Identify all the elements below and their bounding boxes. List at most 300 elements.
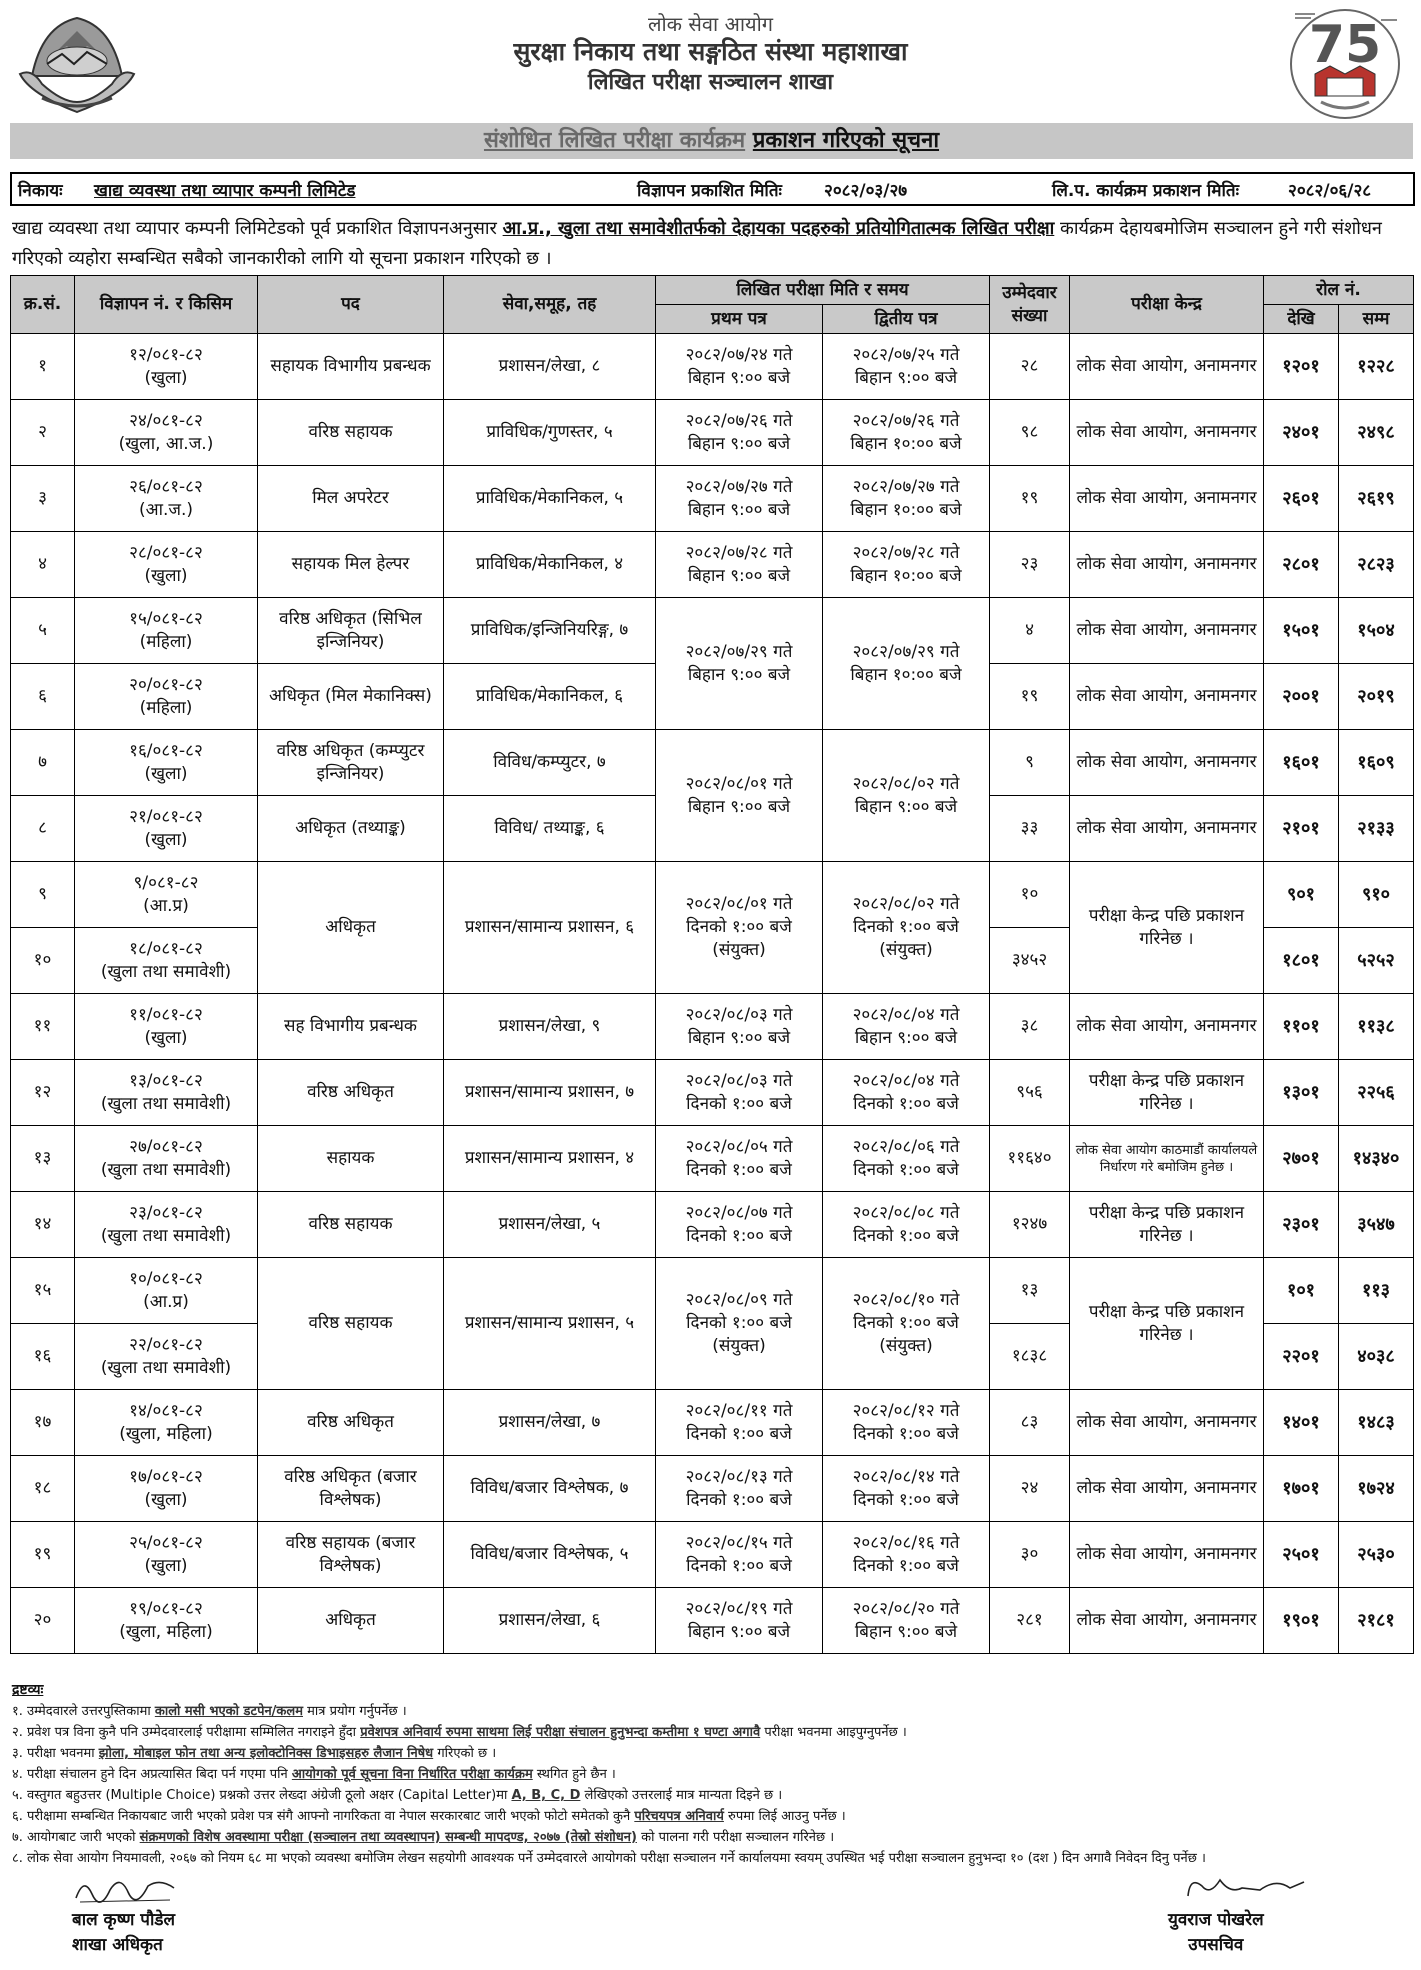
- centre-cell: [1070, 1588, 1264, 1654]
- roll-to-cell-line: १४८३: [1357, 1412, 1395, 1433]
- adv-cell-line: (खुला): [144, 1489, 188, 1510]
- adv-cell-line: ९/०८१-८२: [133, 872, 199, 893]
- service-cell-line: विविध/बजार विश्लेषक, ५: [470, 1544, 629, 1564]
- note-3: ३. परीक्षा भवनमा झोला, मोबाइल फोन तथा अन्य इलोक्टोनिक्स डिभाइसहरु लैजान निषेध गरिएको छ ।: [12, 1746, 497, 1761]
- adv-cell-line: २६/०८१-८२: [129, 476, 203, 497]
- centre-cell: [1070, 994, 1264, 1060]
- roll-to-cell: [1339, 1324, 1414, 1390]
- table-row: [11, 1522, 1414, 1588]
- sn-cell: [11, 1456, 75, 1522]
- sn-cell-line: १७: [33, 1412, 52, 1432]
- paper1-cell: [656, 862, 823, 994]
- sn-cell-line: १६: [33, 1346, 52, 1366]
- centre-cell-line: लोक सेवा आयोग, अनामनगर: [1076, 1610, 1257, 1630]
- paper2-cell-line: बिहान ९:०० बजे: [854, 1621, 958, 1642]
- centre-cell-line: लोक सेवा आयोग, अनामनगर: [1076, 1478, 1257, 1498]
- right-title: उपसचिव: [1188, 1935, 1244, 1955]
- adv-cell-line: (खुला तथा समावेशी): [100, 1159, 232, 1180]
- roll-to-cell-line: १२२८: [1357, 356, 1395, 377]
- count-cell: [990, 862, 1070, 928]
- table-row: [11, 994, 1414, 1060]
- count-cell: [990, 796, 1070, 862]
- sn-cell: [11, 1588, 75, 1654]
- adv-cell-line: १८/०८१-८२: [129, 938, 203, 959]
- post-cell-line: मिल अपरेटर: [312, 488, 389, 508]
- prog-date-label: लि.प. कार्यक्रम प्रकाशन मितिः: [1052, 181, 1240, 201]
- sn-cell-line: १०: [33, 950, 52, 970]
- post-cell: [258, 1588, 444, 1654]
- sn-cell: [11, 466, 75, 532]
- count-cell: [990, 664, 1070, 730]
- adv-cell: [75, 862, 258, 928]
- adv-cell-line: (खुला, महिला): [119, 1423, 213, 1444]
- paper1-cell: [656, 598, 823, 730]
- count-cell-line: ८३: [1020, 1412, 1039, 1432]
- paper2-cell-line: २०८२/०८/०६ गते: [852, 1136, 960, 1157]
- count-cell: [990, 1390, 1070, 1456]
- adv-date-label: विज्ञापन प्रकाशित मितिः: [637, 181, 782, 201]
- count-cell-line: ३०: [1020, 1544, 1039, 1564]
- info-row: [10, 172, 1415, 206]
- roll-to-cell: [1339, 1258, 1414, 1324]
- service-cell-line: विविध/ तथ्याङ्क, ६: [494, 818, 605, 838]
- adv-cell: [75, 1126, 258, 1192]
- paper2-cell: [823, 1390, 990, 1456]
- intro-bold: आ.प्र., खुला तथा समावेशीतर्फको देहायका पदहरुको प्रतियोगितात्मक लिखित परीक्षा: [502, 218, 1055, 239]
- centre-cell: [1070, 664, 1264, 730]
- post-cell-line: वरिष्ठ अधिकृत (कम्प्युटर इन्जिनियर): [276, 740, 425, 784]
- count-cell: [990, 1192, 1070, 1258]
- adv-cell-line: (खुला): [144, 1555, 188, 1576]
- adv-cell-line: २४/०८१-८२: [129, 410, 203, 431]
- exam-schedule-table: [10, 275, 1414, 1654]
- adv-cell-line: (खुला): [144, 565, 188, 586]
- centre-cell: [1070, 1192, 1264, 1258]
- sn-cell-line: १: [38, 356, 47, 376]
- service-cell: [444, 730, 656, 796]
- roll-from-cell-line: १९०१: [1282, 1610, 1320, 1631]
- header-service: सेवा,समूह, तह: [444, 276, 656, 334]
- paper1-cell-line: २०८२/०८/०७ गते: [685, 1202, 793, 1223]
- header-row: [11, 276, 1414, 305]
- paper2-cell: [823, 1258, 990, 1390]
- sn-cell: [11, 928, 75, 994]
- paper1-cell-line: बिहान ९:०० बजे: [687, 1027, 791, 1048]
- paper2-cell-line: २०८२/०८/०२ गते: [852, 773, 960, 794]
- post-cell: [258, 1456, 444, 1522]
- centre-cell: [1070, 1258, 1264, 1390]
- sn-cell-line: ३: [38, 488, 47, 508]
- adv-cell: [75, 1324, 258, 1390]
- adv-cell-line: (खुला, आ.ज.): [118, 433, 214, 454]
- roll-from-cell: [1264, 1192, 1339, 1258]
- paper1-cell-line: २०८२/०७/२६ गते: [685, 410, 793, 431]
- roll-from-cell: [1264, 532, 1339, 598]
- paper2-cell-line: २०८२/०७/२७ गते: [852, 476, 960, 497]
- count-cell-line: १३: [1020, 1280, 1039, 1300]
- paper2-cell-line: २०८२/०८/१४ गते: [852, 1466, 960, 1487]
- sn-cell-line: २: [38, 422, 47, 442]
- count-cell: [990, 928, 1070, 994]
- centre-cell-line: परीक्षा केन्द्र पछि प्रकाशन गरिनेछ ।: [1088, 1202, 1245, 1246]
- post-cell-line: वरिष्ठ सहायक: [308, 1313, 393, 1333]
- prog-date-value: २०८२/०६/२८: [1288, 181, 1372, 201]
- paper2-cell-line: (संयुक्त): [879, 940, 933, 960]
- service-cell: [444, 796, 656, 862]
- paper1-cell-line: दिनको १:०० बजे: [686, 1159, 792, 1180]
- sn-cell: [11, 1192, 75, 1258]
- count-cell-line: १९: [1020, 488, 1039, 508]
- roll-from-cell: [1264, 1126, 1339, 1192]
- paper2-cell: [823, 466, 990, 532]
- centre-cell-line: लोक सेवा आयोग, अनामनगर: [1076, 554, 1257, 574]
- roll-to-cell-line: १४३४०: [1352, 1148, 1400, 1169]
- adv-cell-line: (खुला): [144, 763, 188, 784]
- roll-to-cell-line: १७२४: [1357, 1478, 1395, 1499]
- centre-cell: [1070, 400, 1264, 466]
- centre-cell-line: लोक सेवा आयोग, अनामनगर: [1076, 488, 1257, 508]
- paper2-cell: [823, 1126, 990, 1192]
- adv-cell: [75, 532, 258, 598]
- service-cell: [444, 664, 656, 730]
- post-cell: [258, 400, 444, 466]
- roll-to-cell-line: २४९८: [1357, 422, 1395, 443]
- header-line1: लोक सेवा आयोग: [647, 12, 774, 36]
- count-cell-line: १२४७: [1011, 1214, 1048, 1234]
- sn-cell-line: ८: [38, 818, 47, 838]
- roll-from-cell: [1264, 1456, 1339, 1522]
- adv-cell: [75, 1456, 258, 1522]
- paper1-cell: [656, 1060, 823, 1126]
- paper1-cell: [656, 1390, 823, 1456]
- roll-to-cell-line: २२५६: [1357, 1082, 1395, 1103]
- service-cell: [444, 994, 656, 1060]
- paper1-cell-line: २०८२/०७/२७ गते: [685, 476, 793, 497]
- count-cell: [990, 1522, 1070, 1588]
- count-cell-line: २८१: [1016, 1610, 1043, 1630]
- roll-from-cell-line: २७०१: [1282, 1148, 1320, 1169]
- service-cell: [444, 1588, 656, 1654]
- roll-to-cell-line: ११३८: [1357, 1016, 1395, 1037]
- count-cell-line: ४: [1025, 620, 1034, 640]
- adv-cell-line: (खुला तथा समावेशी): [100, 1093, 232, 1114]
- adv-cell-line: (खुला तथा समावेशी): [100, 961, 232, 982]
- post-cell: [258, 1390, 444, 1456]
- paper1-cell-line: दिनको १:०० बजे: [686, 917, 792, 937]
- centre-cell: [1070, 1060, 1264, 1126]
- roll-from-cell-line: १७०१: [1282, 1478, 1320, 1499]
- count-cell: [990, 1126, 1070, 1192]
- note-2: २. प्रवेश पत्र विना कुनै पनि उम्मेदवारलाई परीक्षामा सम्मिलित नगराइने हुँदा प्रवेशपत्र अनिवार्य रुपमा साथमा लिई परीक्षा संचालन हुनुभन्दा कम्तीमा १ घण्टा अगावै परीक्षा भवनमा आइपुग्नुपर्नेछ ।: [12, 1725, 907, 1740]
- header-centre: परीक्षा केन्द्र: [1070, 276, 1264, 334]
- centre-cell-line: परीक्षा केन्द्र पछि प्रकाशन गरिनेछ ।: [1088, 1070, 1245, 1114]
- adv-cell-line: (खुला तथा समावेशी): [100, 1357, 232, 1378]
- roll-from-cell: [1264, 796, 1339, 862]
- table-row: [11, 1060, 1414, 1126]
- sn-cell-line: १५: [33, 1280, 52, 1300]
- org-value: खाद्य व्यवस्था तथा व्यापार कम्पनी लिमिटेड: [94, 181, 356, 201]
- roll-to-cell: [1339, 1456, 1414, 1522]
- count-cell-line: १०: [1020, 884, 1039, 904]
- service-cell: [444, 532, 656, 598]
- roll-from-cell: [1264, 598, 1339, 664]
- paper1-cell-line: दिनको १:०० बजे: [686, 1093, 792, 1114]
- table-row: [11, 1126, 1414, 1192]
- sn-cell-line: ४: [38, 554, 47, 574]
- centre-cell-line: लोक सेवा आयोग, अनामनगर: [1076, 356, 1257, 376]
- adv-cell: [75, 598, 258, 664]
- notes-title: द्रष्टव्यः: [12, 1682, 44, 1698]
- roll-to-cell: [1339, 730, 1414, 796]
- roll-from-cell-line: २००१: [1282, 686, 1320, 707]
- post-cell-line: सहायक: [326, 1148, 375, 1168]
- header-roll-from: देखि: [1264, 305, 1339, 334]
- right-name: युवराज पोखरेल: [1168, 1910, 1264, 1930]
- adv-cell-line: २५/०८१-८२: [129, 1532, 203, 1553]
- centre-cell-line: लोक सेवा आयोग, अनामनगर: [1076, 686, 1257, 706]
- paper2-cell-line: बिहान १०:०० बजे: [850, 565, 962, 586]
- count-cell-line: ३३: [1020, 818, 1039, 838]
- note-6: ६. परीक्षामा सम्बन्धित निकायबाट जारी भएको प्रवेश पत्र संगै आफ्नो नागरिकता वा नेपाल सरकारबाट जारी भएको फोटो समेतको कुनै परिचयपत्र अनिवार्य रुपमा लिई आउनु पर्नेछ ।: [12, 1809, 846, 1824]
- count-cell-line: ९५६: [1016, 1082, 1043, 1102]
- service-cell: [444, 334, 656, 400]
- paper1-cell-line: २०८२/०७/२४ गते: [685, 344, 793, 365]
- post-cell: [258, 1192, 444, 1258]
- adv-cell: [75, 1060, 258, 1126]
- post-cell: [258, 1258, 444, 1390]
- paper2-cell: [823, 1456, 990, 1522]
- adv-cell-line: २१/०८१-८२: [129, 806, 203, 827]
- post-cell-line: वरिष्ठ सहायक: [308, 422, 393, 442]
- roll-from-cell-line: १८०१: [1282, 950, 1320, 971]
- adv-cell-line: १४/०८१-८२: [129, 1400, 203, 1421]
- roll-to-cell: [1339, 1588, 1414, 1654]
- roll-from-cell: [1264, 862, 1339, 928]
- service-cell: [444, 1258, 656, 1390]
- header-roll-to: सम्म: [1339, 305, 1414, 334]
- note-4: ४. परीक्षा संचालन हुने दिन अप्रत्यासित बिदा पर्न गएमा पनि आयोगको पूर्व सूचना विना निर्धारित परीक्षा कार्यक्रम स्थगित हुने छैन ।: [12, 1767, 616, 1782]
- adv-cell: [75, 466, 258, 532]
- centre-cell: [1070, 1126, 1264, 1192]
- adv-cell-line: २७/०८१-८२: [129, 1136, 203, 1157]
- paper1-cell-line: २०८२/०८/१९ गते: [685, 1598, 793, 1619]
- note-1: १. उम्मेदवारले उत्तरपुस्तिकामा कालो मसी भएको डटपेन/कलम मात्र प्रयोग गर्नुपर्नेछ ।: [12, 1704, 407, 1719]
- paper2-cell: [823, 400, 990, 466]
- sn-cell: [11, 334, 75, 400]
- paper1-cell: [656, 334, 823, 400]
- roll-to-cell: [1339, 1390, 1414, 1456]
- sn-cell-line: १२: [33, 1082, 52, 1102]
- service-cell: [444, 1522, 656, 1588]
- notes-section: [12, 1680, 1412, 1869]
- notice-banner: [10, 123, 1413, 159]
- service-cell-line: प्रशासन/लेखा, ९: [498, 1016, 601, 1036]
- roll-to-cell: [1339, 400, 1414, 466]
- count-cell-line: १९: [1020, 686, 1039, 706]
- roll-from-cell-line: १०१: [1286, 1280, 1316, 1301]
- centre-cell: [1070, 532, 1264, 598]
- service-cell: [444, 1390, 656, 1456]
- paper1-cell-line: बिहान ९:०० बजे: [687, 433, 791, 454]
- paper1-cell-line: २०८२/०८/११ गते: [685, 1400, 793, 1421]
- paper2-cell-line: दिनको १:०० बजे: [853, 917, 959, 937]
- count-cell: [990, 1258, 1070, 1324]
- paper1-cell-line: २०८२/०८/०३ गते: [685, 1004, 793, 1025]
- paper1-cell-line: बिहान ९:०० बजे: [687, 565, 791, 586]
- adv-cell-line: (खुला, महिला): [119, 1621, 213, 1642]
- adv-cell-line: (खुला): [144, 1027, 188, 1048]
- paper1-cell-line: दिनको १:०० बजे: [686, 1555, 792, 1576]
- paper1-cell-line: २०८२/०७/२८ गते: [685, 542, 793, 563]
- roll-from-cell: [1264, 730, 1339, 796]
- paper1-cell-line: बिहान ९:०० बजे: [687, 664, 791, 685]
- roll-to-cell-line: २८२३: [1357, 554, 1395, 575]
- sn-cell: [11, 598, 75, 664]
- sn-cell-line: ५: [38, 620, 47, 640]
- paper2-cell: [823, 1522, 990, 1588]
- service-cell-line: विविध/कम्प्युटर, ७: [493, 752, 606, 772]
- table-row: [11, 1192, 1414, 1258]
- roll-to-cell: [1339, 928, 1414, 994]
- adv-cell-line: (आ.प्र): [143, 895, 189, 916]
- post-cell: [258, 1126, 444, 1192]
- post-cell-line: वरिष्ठ सहायक (बजार विश्लेषक): [285, 1532, 416, 1576]
- sn-cell-line: ९: [38, 884, 47, 904]
- roll-to-cell: [1339, 862, 1414, 928]
- header-candidates: उम्मेदवार संख्या: [990, 276, 1070, 334]
- roll-from-cell: [1264, 400, 1339, 466]
- post-cell-line: वरिष्ठ अधिकृत (बजार विश्लेषक): [284, 1466, 417, 1510]
- table-row: [11, 532, 1414, 598]
- service-cell-line: प्रशासन/लेखा, ८: [498, 356, 601, 376]
- sn-cell-line: १८: [33, 1478, 52, 1498]
- count-cell: [990, 1324, 1070, 1390]
- paper2-cell: [823, 532, 990, 598]
- table-row: [11, 466, 1414, 532]
- roll-from-cell-line: १५०१: [1282, 620, 1320, 641]
- centre-cell-line: लोक सेवा आयोग, अनामनगर: [1076, 1016, 1257, 1036]
- banner-part2: प्रकाशन गरिएको सूचना: [752, 128, 940, 153]
- post-cell: [258, 730, 444, 796]
- sn-cell: [11, 1324, 75, 1390]
- note-5: ५. वस्तुगत बहुउत्तर (Multiple Choice) प्रश्नको उत्तर लेख्दा अंग्रेजी ठूलो अक्षर (Capital Letter)मा A, B, C, D लेखिएको उत्तरलाई मात्र मान्यता दिइने छ ।: [12, 1788, 783, 1803]
- count-cell-line: ११६४०: [1007, 1148, 1052, 1168]
- centre-cell-line: लोक सेवा आयोग, अनामनगर: [1076, 818, 1257, 838]
- adv-cell: [75, 994, 258, 1060]
- header-line2: सुरक्षा निकाय तथा सङ्गठित संस्था महाशाखा: [513, 37, 908, 66]
- roll-to-cell: [1339, 466, 1414, 532]
- roll-to-cell: [1339, 1192, 1414, 1258]
- adv-cell-line: १०/०८१-८२: [129, 1268, 203, 1289]
- service-cell: [444, 1192, 656, 1258]
- roll-from-cell-line: १२०१: [1282, 356, 1320, 377]
- paper1-cell-line: २०८२/०८/०१ गते: [685, 894, 793, 914]
- post-cell: [258, 862, 444, 994]
- post-cell-line: सह विभागीय प्रबन्धक: [284, 1016, 417, 1036]
- roll-to-cell: [1339, 1522, 1414, 1588]
- sn-cell: [11, 1390, 75, 1456]
- roll-to-cell-line: १५०४: [1357, 620, 1395, 641]
- paper2-cell-line: दिनको १:०० बजे: [853, 1313, 959, 1333]
- count-cell: [990, 400, 1070, 466]
- centre-cell: [1070, 1456, 1264, 1522]
- post-cell-line: वरिष्ठ अधिकृत: [307, 1082, 394, 1102]
- paper1-cell-line: २०८२/०७/२९ गते: [685, 641, 793, 662]
- post-cell-line: अधिकृत: [325, 917, 376, 937]
- paper2-cell-line: बिहान १०:०० बजे: [850, 433, 962, 454]
- roll-from-cell-line: २१०१: [1282, 818, 1320, 839]
- roll-to-cell-line: २६१९: [1357, 488, 1395, 509]
- adv-cell-line: १५/०८१-८२: [129, 608, 203, 629]
- sn-cell-line: १९: [33, 1544, 52, 1564]
- adv-cell-line: (खुला): [144, 829, 188, 850]
- paper1-cell: [656, 466, 823, 532]
- paper2-cell-line: २०८२/०७/२५ गते: [852, 344, 960, 365]
- roll-from-cell: [1264, 664, 1339, 730]
- paper2-cell-line: बिहान १०:०० बजे: [850, 664, 962, 685]
- count-cell-line: १८३८: [1011, 1346, 1048, 1366]
- paper2-cell: [823, 994, 990, 1060]
- count-cell-line: २४: [1020, 1478, 1039, 1498]
- post-cell-line: वरिष्ठ अधिकृत: [307, 1412, 394, 1432]
- centre-cell: [1070, 730, 1264, 796]
- count-cell: [990, 1588, 1070, 1654]
- table-row: [11, 1588, 1414, 1654]
- service-cell: [444, 598, 656, 664]
- paper2-cell-line: बिहान १०:०० बजे: [850, 499, 962, 520]
- paper1-cell-line: २०८२/०८/०३ गते: [685, 1070, 793, 1091]
- service-cell-line: प्राविधिक/मेकानिकल, ६: [475, 686, 624, 706]
- count-cell-line: २३: [1020, 554, 1039, 574]
- paper2-cell-line: २०८२/०७/२८ गते: [852, 542, 960, 563]
- centre-cell-line: परीक्षा केन्द्र पछि प्रकाशन गरिनेछ ।: [1088, 1301, 1245, 1345]
- paper1-cell-line: २०८२/०८/०१ गते: [685, 773, 793, 794]
- adv-cell-line: १९/०८१-८२: [129, 1598, 203, 1619]
- roll-from-cell-line: २४०१: [1282, 422, 1320, 443]
- service-cell-line: प्राविधिक/इन्जिनियरिङ्ग, ७: [470, 620, 629, 640]
- header-paper2: द्वितीय पत्र: [823, 305, 990, 334]
- adv-cell: [75, 1390, 258, 1456]
- right-signature: [1180, 1866, 1310, 1908]
- count-cell: [990, 1060, 1070, 1126]
- intro-text1: खाद्य व्यवस्था तथा व्यापार कम्पनी लिमिटेडको पूर्व प्रकाशित विज्ञापनअनुसार: [12, 218, 503, 239]
- paper2-cell: [823, 1060, 990, 1126]
- paper1-cell: [656, 400, 823, 466]
- sn-cell: [11, 1126, 75, 1192]
- count-cell-line: २८: [1020, 356, 1039, 376]
- centre-cell: [1070, 334, 1264, 400]
- paper1-cell-line: बिहान ९:०० बजे: [687, 796, 791, 817]
- post-cell: [258, 1060, 444, 1126]
- right-signatory: [1168, 1908, 1264, 1958]
- roll-to-cell-line: २१८१: [1357, 1610, 1395, 1631]
- count-cell-line: ३४५२: [1011, 950, 1048, 970]
- roll-from-cell-line: २२०१: [1282, 1346, 1320, 1367]
- post-cell-line: वरिष्ठ सहायक: [308, 1214, 393, 1234]
- table-row: [11, 730, 1414, 796]
- adv-cell-line: २०/०८१-८२: [129, 674, 203, 695]
- roll-to-cell: [1339, 532, 1414, 598]
- centre-cell-line: लोक सेवा आयोग काठमाडौं कार्यालयले निर्धारण गरे बमोजिम हुनेछ ।: [1075, 1142, 1258, 1175]
- adv-cell-line: (आ.प्र): [143, 1291, 189, 1312]
- centre-cell: [1070, 598, 1264, 664]
- count-cell: [990, 730, 1070, 796]
- adv-cell-line: २८/०८१-८२: [129, 542, 203, 563]
- header-roll: रोल नं.: [1264, 276, 1414, 305]
- adv-cell: [75, 1588, 258, 1654]
- paper1-cell: [656, 1192, 823, 1258]
- paper2-cell: [823, 1192, 990, 1258]
